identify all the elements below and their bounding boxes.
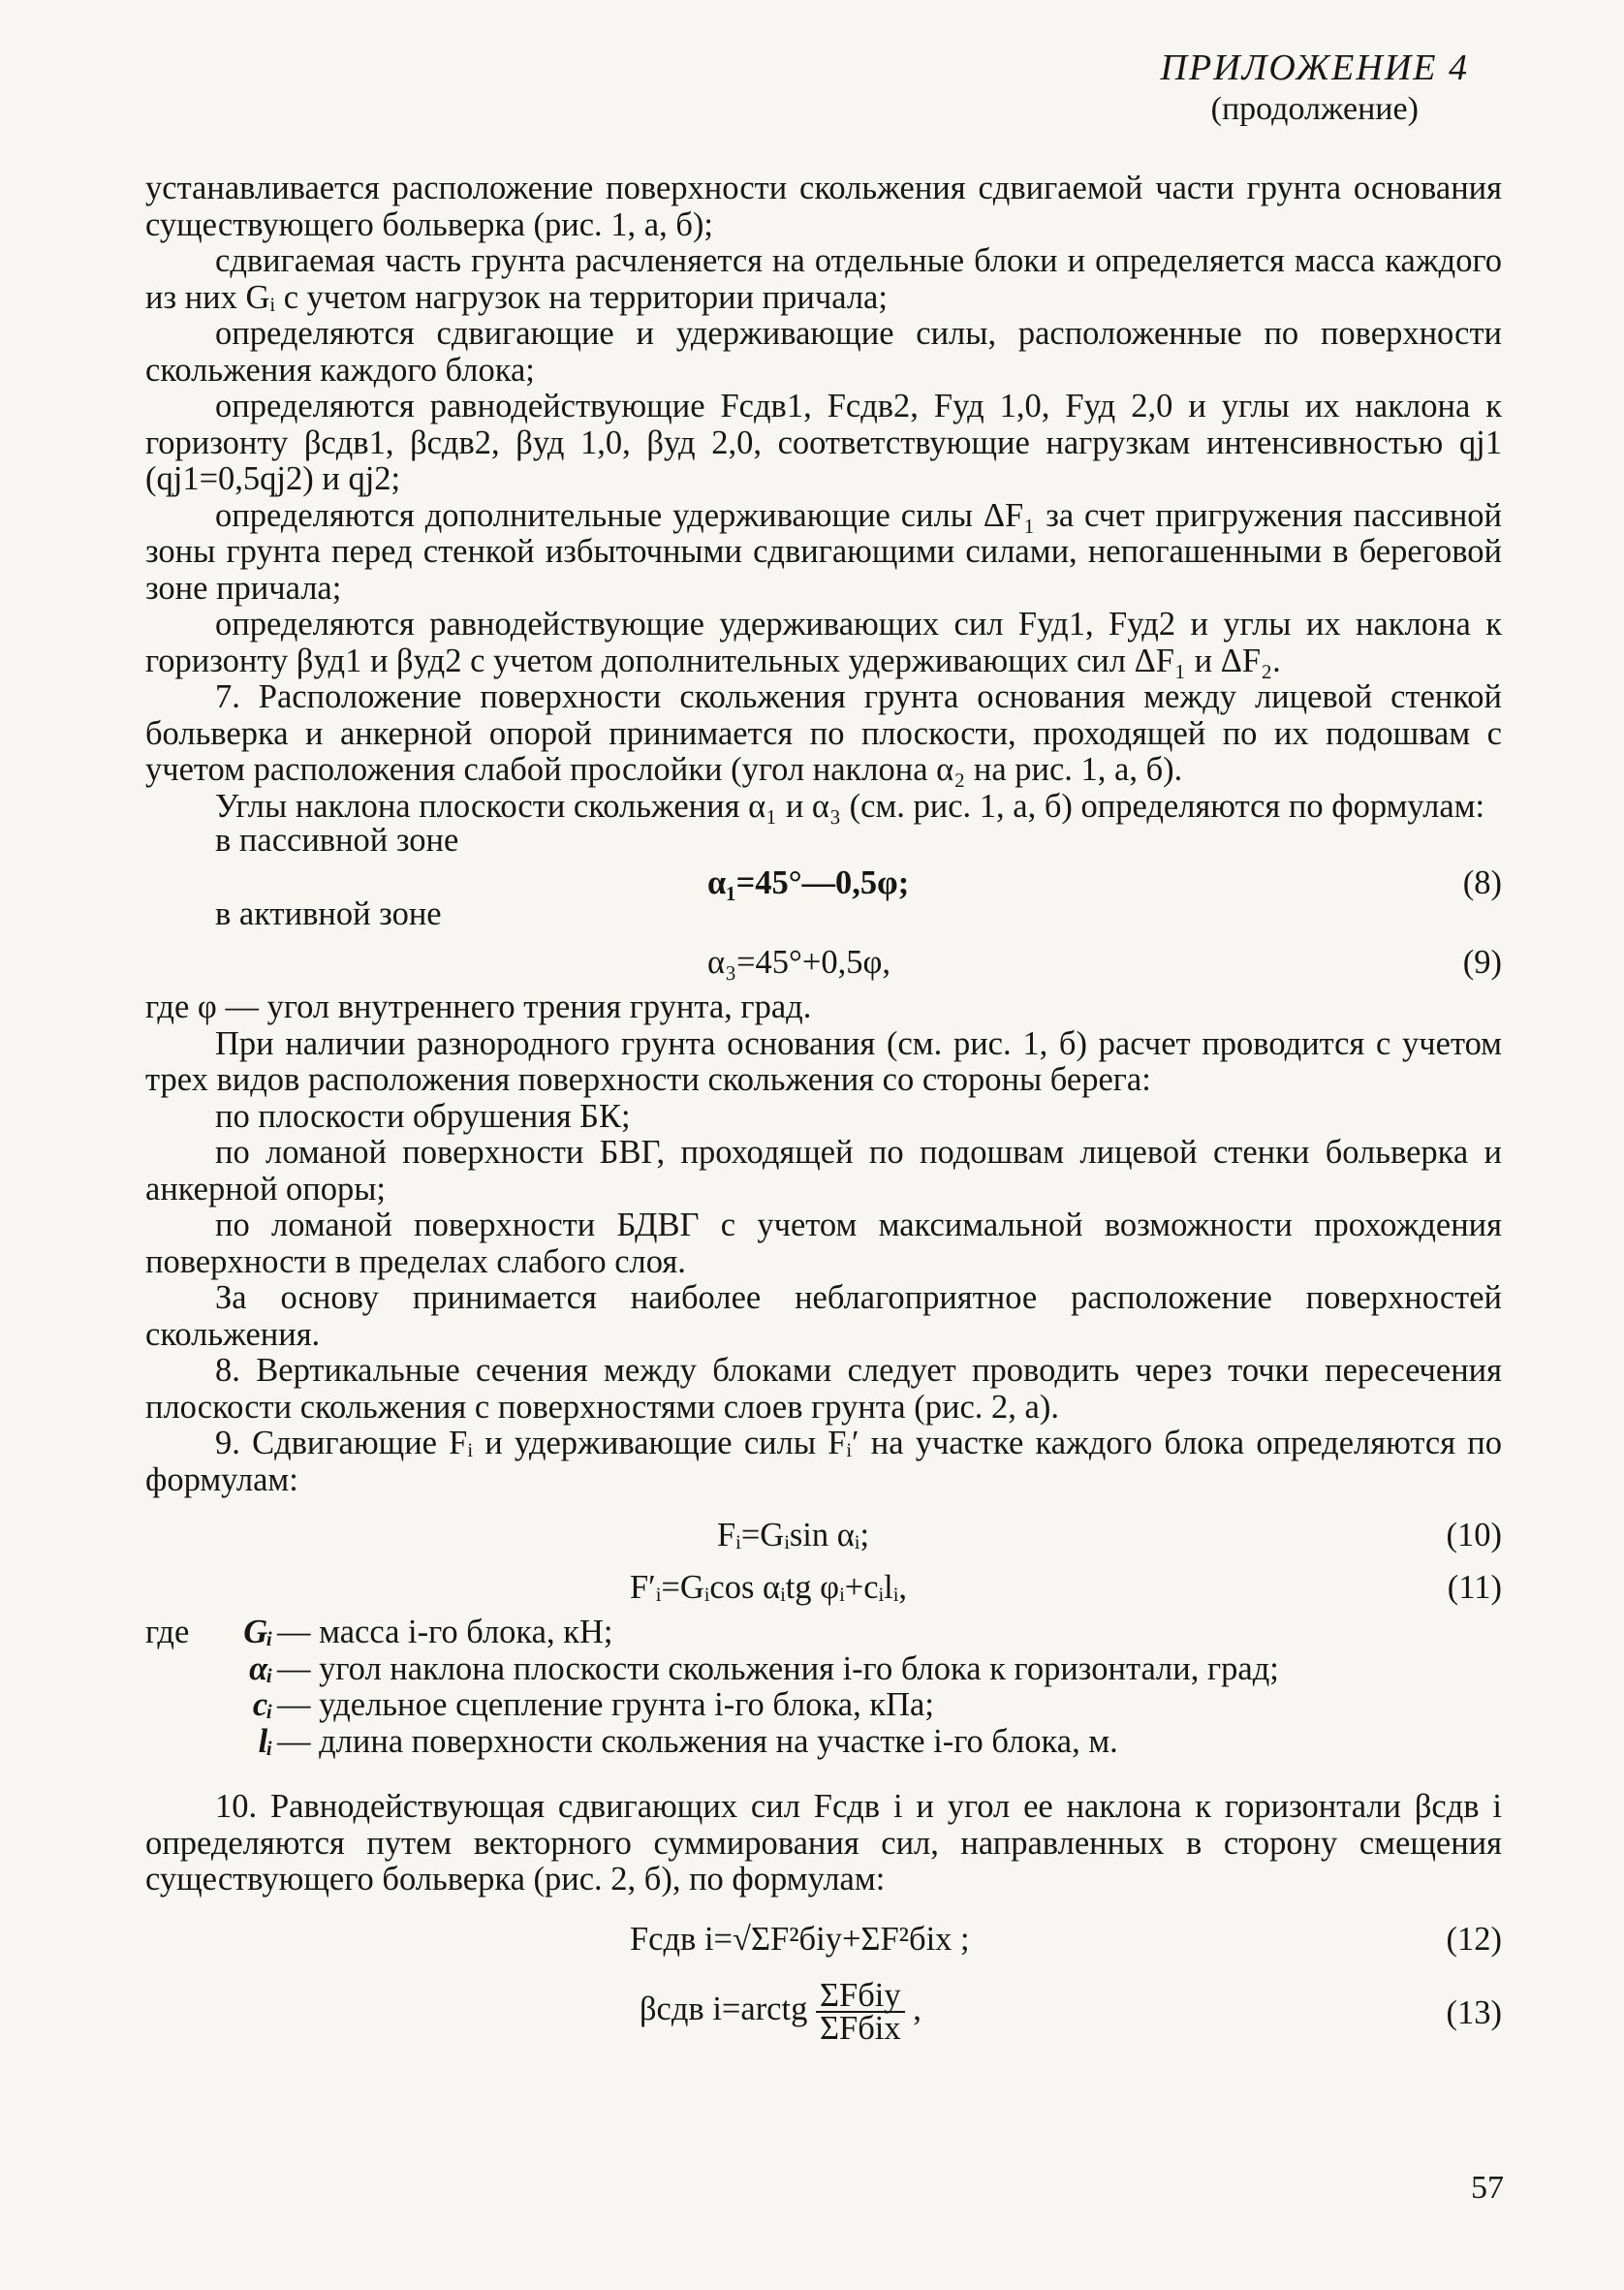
definition-symbol: cᵢ (252, 1686, 273, 1723)
definition-symbol: Gᵢ (243, 1614, 273, 1650)
definition-symbol: αᵢ (249, 1649, 273, 1687)
paragraph: 9. Сдвигающие Fᵢ и удерживающие силы Fᵢ′ на участке каждого блока определяются по формулам: (145, 1425, 1502, 1498)
fraction (816, 1976, 905, 2047)
formula-expression: α₃=45°+0,5φ, (707, 944, 890, 981)
definition-symbol: lᵢ (258, 1722, 273, 1760)
paragraph: определяются равнодействующие удерживающих сил Fуд1, Fуд2 и углы их наклона к горизонту βуд1 и βуд2 с учетом дополнительных удерживающих сил ΔF₁ и ΔF₂. (145, 606, 1502, 679)
paragraph: сдвигаемая часть грунта расчленяется на отдельные блоки и определяется масса каждого из них Gᵢ с учетом нагрузок на территории причала; (145, 242, 1502, 316)
appendix-subtitle: (продолжение) (1210, 91, 1419, 127)
paragraph: 10. Равнодействующая сдвигающих сил Fсдв i и угол ее наклона к горизонтали βсдв i определяются путем векторного суммирования сил, направленных в сторону смещения существующего больверка (рис. 2, б), по формулам: (145, 1788, 1502, 1898)
formula-lhs: βсдв i=arctg (640, 1990, 808, 2027)
paragraph: 8. Вертикальные сечения между блоками следует проводить через точки пересечения плоскости скольжения с поверхностями слоев грунта (рис. 2, а). (145, 1352, 1502, 1426)
definition-text: — масса i-го блока, кН; (277, 1614, 613, 1650)
paragraph: При наличии разнородного грунта основания (см. рис. 1, б) расчет проводится с учетом трех видов расположения поверхности скольжения со стороны берега: (145, 1024, 1502, 1098)
definition-row (145, 1651, 1502, 1688)
where-prefix: где (145, 1614, 190, 1650)
paragraph: устанавливается расположение поверхности скольжения сдвигаемой части грунта основания существующего больверка (рис. 1, а, б); (145, 170, 1502, 243)
formula-expression: Fᵢ=Gᵢsin αᵢ; (717, 1517, 870, 1553)
main-text (145, 171, 1502, 2054)
definition-row (145, 1687, 1502, 1724)
paragraph: Углы наклона плоскости скольжения α₁ и α₃ (см. рис. 1, а, б) определяются по формулам: (215, 787, 1485, 825)
paragraph: где φ — угол внутреннего трения грунта, град. (145, 988, 812, 1025)
page-number: 57 (1471, 2170, 1504, 2206)
paragraph: определяются равнодействующие Fсдв1, Fсдв2, Fуд 1,0, Fуд 2,0 и углы их наклона к горизонту βсдв1, βсдв2, βуд 1,0, βуд 2,0, соответствующие нагрузкам интенсивностью qj1 (qj1=0,5qj2) и qj2; (145, 388, 1502, 497)
paragraph: по плоскости обрушения БК; (215, 1097, 631, 1135)
definition-row (145, 1724, 1502, 1761)
formula-lead (145, 822, 1502, 860)
formula-9 (145, 945, 1502, 984)
formula-10 (145, 1518, 1502, 1556)
appendix-title: ПРИЛОЖЕНИЕ 4 (1160, 47, 1469, 88)
formula-number: (8) (1462, 864, 1502, 901)
formula-13 (145, 1978, 1502, 2048)
formula-expression (640, 1976, 921, 2047)
definition-row (145, 1615, 1502, 1651)
paragraph: по ломаной поверхности БДВГ с учетом максимальной возможности прохождения поверхности в пределах слабого слоя. (145, 1207, 1502, 1280)
paragraph: 7. Расположение поверхности скольжения грунта основания между лицевой стенкой больверка и анкерной опорой принимается по плоскости, проходящей по их подошвам с учетом расположения слабой прослойки (угол наклона α₂ на рис. 1, а, б). (145, 678, 1502, 788)
formula-expression: α₁=45°—0,5φ; (707, 864, 910, 901)
formula-expression: F′ᵢ=Gᵢcos αᵢtg φᵢ+cᵢlᵢ, (630, 1569, 908, 1606)
formula-lead-text: в активной зоне (215, 895, 442, 932)
page-header (1161, 47, 1469, 128)
formula-lead (145, 895, 1502, 939)
definition-text: — длина поверхности скольжения на участке i-го блока, м. (277, 1722, 1118, 1760)
variable-definitions (145, 1615, 1502, 1760)
paragraph: За основу принимается наиболее неблагоприятное расположение поверхностей скольжения. (145, 1279, 1502, 1353)
formula-number: (11) (1447, 1569, 1502, 1606)
formula-number: (13) (1446, 1993, 1502, 2031)
definition-text: — угол наклона плоскости скольжения i-го блока к горизонтали, град; (277, 1649, 1279, 1687)
formula-number: (9) (1462, 944, 1502, 981)
definition-text: — удельное сцепление грунта i-го блока, кПа; (277, 1686, 934, 1723)
formula-12 (145, 1922, 1502, 1961)
formula-number: (10) (1446, 1517, 1502, 1553)
formula-tail: , (913, 1990, 921, 2027)
paragraph: определяются сдвигающие и удерживающие силы, расположенные по поверхности скольжения каждого блока; (145, 315, 1502, 389)
fraction-numerator: ΣFбiy (816, 1980, 905, 2013)
formula-number: (12) (1446, 1920, 1502, 1958)
fraction-denominator: ΣFбix (819, 2009, 901, 2047)
paragraph: по ломаной поверхности БВГ, проходящей по подошвам лицевой стенки больверка и анкерной опоры; (145, 1134, 1502, 1208)
formula-11 (145, 1570, 1502, 1609)
formula-expression: Fсдв i=√ΣF²бiy+ΣF²бix ; (630, 1920, 970, 1958)
formula-lead-text: в пассивной зоне (215, 822, 459, 859)
paragraph: определяются дополнительные удерживающие силы ΔF₁ за счет пригружения пассивной зоны грунта перед стенкой избыточными сдвигающими силами, непогашенными в береговой зоне причала; (145, 496, 1502, 607)
